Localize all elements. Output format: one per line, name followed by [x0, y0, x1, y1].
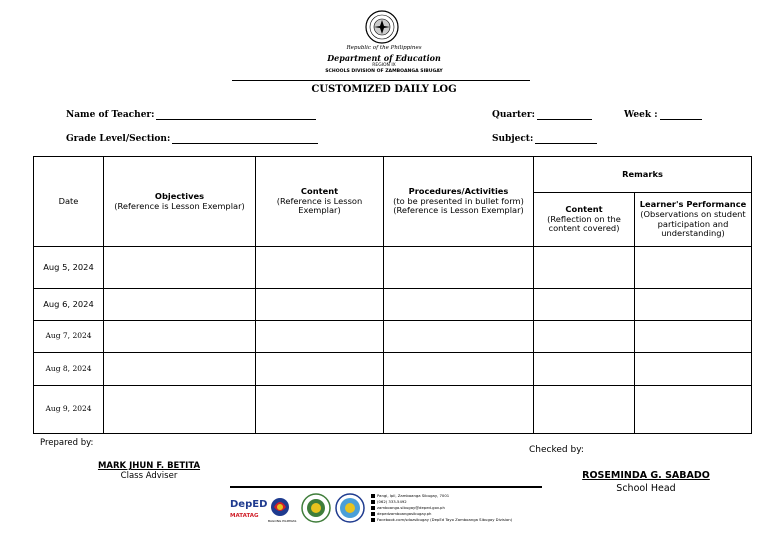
objectives-cell[interactable]	[104, 321, 256, 353]
quarter-label: Quarter:	[492, 110, 535, 120]
procedures-sub-bullet: (to be presented in bullet form)	[393, 195, 524, 206]
content-cell[interactable]	[256, 247, 384, 289]
remarks-header: Remarks	[534, 157, 752, 193]
learner-cell[interactable]	[635, 247, 752, 289]
teacher-line[interactable]	[156, 111, 316, 120]
content-cell[interactable]	[256, 289, 384, 321]
learner-cell[interactable]	[635, 386, 752, 434]
quarter-field[interactable]	[492, 110, 592, 120]
matatag-logo-text: MATATAG	[230, 513, 259, 519]
week-line[interactable]	[660, 111, 702, 120]
date-cell: Aug 9, 2024	[34, 386, 104, 434]
contact-line: (062) 333-5492	[371, 499, 546, 505]
week-label: Week :	[624, 110, 658, 120]
deped-matatag-logo-icon	[230, 499, 267, 519]
footer-logos	[228, 491, 368, 527]
table-row	[34, 386, 752, 434]
content-header	[256, 157, 384, 247]
procedures-cell[interactable]	[384, 289, 534, 321]
learner-performance-header	[635, 193, 752, 247]
week-field[interactable]	[624, 110, 702, 120]
table-row	[34, 321, 752, 353]
objectives-cell[interactable]	[104, 247, 256, 289]
teacher-field[interactable]	[66, 110, 316, 120]
bagong-pilipinas-logo-icon	[268, 498, 297, 523]
department-text: Department of Education	[327, 53, 441, 63]
header-divider	[232, 80, 530, 81]
checker-role: School Head	[616, 483, 676, 494]
procedures-header	[384, 157, 534, 247]
content-cell[interactable]	[256, 386, 384, 434]
table-row	[34, 247, 752, 289]
procedures-cell[interactable]	[384, 353, 534, 386]
remarks-content-cell[interactable]	[534, 289, 635, 321]
date-cell: Aug 7, 2024	[34, 321, 104, 353]
learner-cell[interactable]	[635, 353, 752, 386]
remarks-content-cell[interactable]	[534, 386, 635, 434]
subject-label: Subject:	[492, 134, 534, 144]
grade-label: Grade Level/Section:	[66, 134, 171, 144]
objectives-cell[interactable]	[104, 386, 256, 434]
content-cell[interactable]	[256, 321, 384, 353]
content-title: Content	[300, 186, 339, 197]
school-seal-icon	[336, 494, 364, 522]
contact-info	[371, 493, 546, 523]
date-cell: Aug 6, 2024	[34, 289, 104, 321]
page-title: CUSTOMIZED DAILY LOG	[311, 84, 457, 95]
grade-field[interactable]	[66, 134, 318, 144]
objectives-sub: (Reference is Lesson Exemplar)	[114, 200, 245, 211]
content-sub: (Reference is Lesson Exemplar)	[276, 195, 363, 216]
division-seal-icon	[302, 494, 330, 522]
facebook-icon	[371, 518, 375, 522]
quarter-line[interactable]	[537, 111, 592, 120]
remarks-content-cell[interactable]	[534, 353, 635, 386]
web-icon	[371, 512, 375, 516]
bagong-pilipinas-text: BAGONG PILIPINAS	[268, 519, 297, 523]
remarks-content-cell[interactable]	[534, 247, 635, 289]
teacher-label: Name of Teacher:	[66, 110, 155, 120]
preparer-name: MARK JHUN F. BETITA	[97, 461, 201, 471]
prepared-by-label: Prepared by:	[40, 438, 94, 448]
email-icon	[371, 506, 375, 510]
contact-line: depedzamboangasibugay.ph	[371, 511, 546, 517]
division-text: SCHOOLS DIVISION OF ZAMBOANGA SIBUGAY	[325, 69, 443, 74]
checker-name: ROSEMINDA G. SABADO	[582, 470, 710, 481]
deped-logo-text: DepED	[230, 499, 268, 510]
objectives-cell[interactable]	[104, 289, 256, 321]
objectives-title: Objectives	[154, 190, 205, 201]
subject-field[interactable]	[492, 134, 597, 144]
phone-icon	[371, 500, 375, 504]
objectives-cell[interactable]	[104, 353, 256, 386]
procedures-cell[interactable]	[384, 247, 534, 289]
contact-line: Pangi, Ipil, Zamboanga Sibugay, 7001	[371, 493, 546, 499]
learner-cell[interactable]	[635, 289, 752, 321]
remarks-content-header	[534, 193, 635, 247]
date-cell: Aug 8, 2024	[34, 353, 104, 386]
date-header: Date	[34, 157, 104, 247]
procedures-title: Procedures/Activities	[408, 186, 509, 197]
objectives-header	[104, 157, 256, 247]
contact-line: zamboanga.sibugay@deped.gov.ph	[371, 505, 546, 511]
region-text: REGION IX	[372, 63, 396, 68]
procedures-sub-reference: (Reference is Lesson Exemplar)	[393, 205, 524, 216]
learner-title: Learner's Performance	[639, 199, 747, 210]
republic-text: Republic of the Philippines	[346, 45, 422, 51]
preparer-role: Class Adviser	[120, 471, 178, 481]
subject-line[interactable]	[535, 135, 597, 144]
table-row	[34, 353, 752, 386]
daily-log-table	[33, 156, 752, 434]
grade-line[interactable]	[172, 135, 318, 144]
table-row	[34, 289, 752, 321]
learner-sub: (Observations on student participation and understanding)	[640, 208, 746, 239]
procedures-cell[interactable]	[384, 386, 534, 434]
content-cell[interactable]	[256, 353, 384, 386]
learner-cell[interactable]	[635, 321, 752, 353]
footer-divider	[230, 486, 542, 488]
remarks-content-cell[interactable]	[534, 321, 635, 353]
date-cell: Aug 5, 2024	[34, 247, 104, 289]
contact-line: Facebook.com/sdozsibugay (DepEd Tayo Zamboanga Sibugay Division)	[371, 517, 546, 523]
procedures-cell[interactable]	[384, 321, 534, 353]
deped-seal-icon	[365, 10, 399, 44]
location-icon	[371, 494, 375, 498]
checked-by-label: Checked by:	[529, 445, 584, 455]
remarks-content-title: Content	[565, 204, 603, 215]
remarks-content-sub: (Reflection on the content covered)	[547, 213, 621, 234]
